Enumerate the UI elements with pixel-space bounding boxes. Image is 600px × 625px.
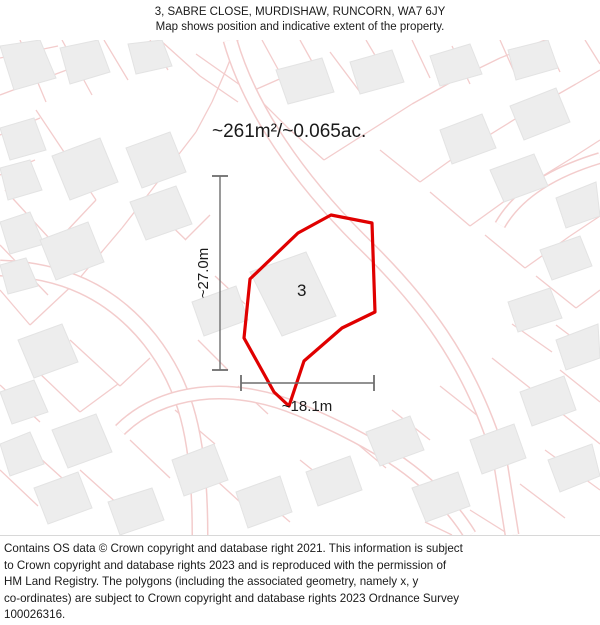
footer-line-3: HM Land Registry. The polygons (including the associated geometry, namely x, y [4, 575, 419, 588]
page-subtitle: Map shows position and indicative extent of the property. [155, 21, 445, 33]
vertical-dimension-label: ~27.0m [195, 247, 212, 299]
copyright-footer [0, 535, 600, 625]
page-title: 3, SABRE CLOSE, MURDISHAW, RUNCORN, WA7 6JY [154, 6, 446, 18]
horizontal-dimension-label: ~18.1m [281, 398, 333, 415]
map-header [0, 0, 600, 40]
plot-number-label: 3 [297, 281, 307, 300]
map-canvas[interactable] [0, 40, 600, 535]
footer-line-2: to Crown copyright and database rights 2023 and is reproduced with the permission of [4, 558, 447, 572]
footer-line-5: 100026316. [4, 608, 66, 621]
footer-line-1: Contains OS data © Crown copyright and database right 2021. This information is subject [4, 542, 463, 555]
footer-line-4: co-ordinates) are subject to Crown copyright and database rights 2023 Ordnance Survey [4, 591, 459, 605]
area-label: ~261m²/~0.065ac. [212, 121, 367, 142]
